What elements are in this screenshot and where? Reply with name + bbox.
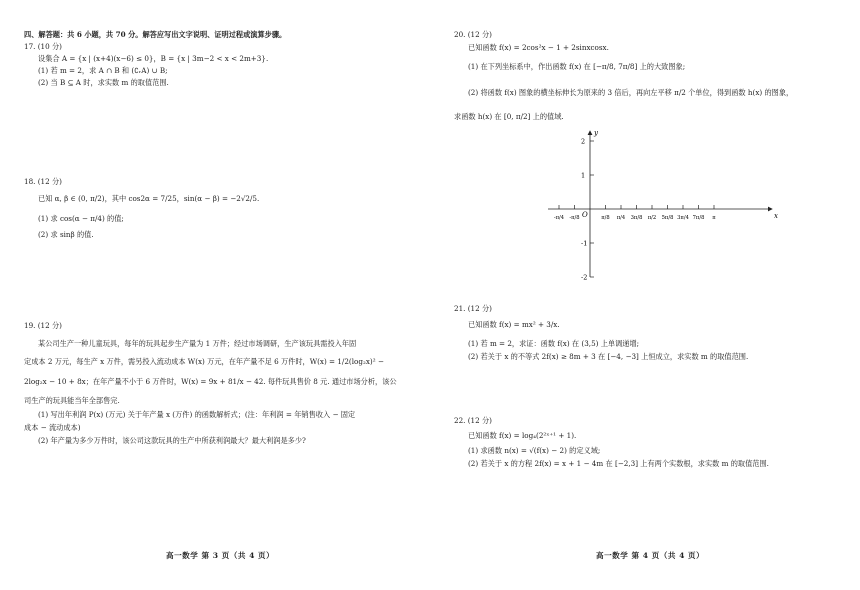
q20-part2-cont: 求函数 h(x) 在 [0, π/2] 上的值域. xyxy=(454,112,564,121)
q19-stem-line1: 某公司生产一种儿童玩具，每年的玩具起步生产量为 1 万件；经过市场调研，生产该玩具需投入年固 xyxy=(38,339,357,348)
section-header: 四、解答题：共 6 小题，共 70 分。解答应写出文字说明、证明过程或演算步骤。 xyxy=(24,30,287,39)
q22-part1: (1) 求函数 n(x) = √(f(x) − 2) 的定义域; xyxy=(468,446,601,455)
y-tick-label: 2 xyxy=(581,137,586,146)
q20-stem: 已知函数 f(x) = 2cos²x − 1 + 2sinxcosx. xyxy=(468,43,609,52)
q21-part2: (2) 若关于 x 的不等式 2f(x) ≥ 8m + 3 在 [−4, −3] 上恒成立，求实数 m 的取值范围. xyxy=(468,352,749,361)
q22-part2: (2) 若关于 x 的方程 2f(x) = x + 1 − 4m 在 [−2,3] 上有两个实数根，求实数 m 的取值范围. xyxy=(468,459,769,468)
q22-stem: 已知函数 f(x) = log₄(2²ˣ⁺¹ + 1). xyxy=(468,431,577,440)
q19-part1-cont: 成本 − 流动成本) xyxy=(24,423,81,432)
q21-part1: (1) 若 m = 2，求证：函数 f(x) 在 (3,5) 上单调递增; xyxy=(468,339,640,348)
q20-part1: (1) 在下列坐标系中，作出函数 f(x) 在 [−π/8, 7π/8] 上的大致图象; xyxy=(468,62,686,71)
q19-stem-line4: 司生产的玩具能当年全部售完. xyxy=(24,396,120,405)
q19-stem-line2: 定成本 2 万元，每生产 x 万件，需另投入流动成本 W(x) 万元，在年产量不足 6 万件时，W(x) = 1/2(log₂x)² − xyxy=(24,357,384,366)
q19-part2: (2) 年产量为多少万件时，该公司这款玩具的生产中所获利润最大？最大利润是多少? xyxy=(38,436,306,445)
y-tick-label: -1 xyxy=(581,239,588,248)
x-tick-label: 3π/4 xyxy=(677,215,689,221)
q19-stem-line3: 2log₂x − 10 + 8x；在年产量不小于 6 万件时，W(x) = 9x + 81/x − 42. 每件玩具售价 8 元. 通过市场分析，该公 xyxy=(24,377,397,386)
x-tick-label: 5π/8 xyxy=(661,215,674,221)
q17-part2: (2) 当 B ⊆ A 时，求实数 m 的取值范围. xyxy=(38,78,169,87)
origin-label: O xyxy=(582,211,588,219)
x-axis-label: x xyxy=(774,212,778,220)
page-footer: 高一数学 第 4 页（共 4 页） xyxy=(596,551,705,560)
q20-part2: (2) 将函数 f(x) 图象的横坐标伸长为原来的 3 倍后，再向左平移 π/2 个单位，得到函数 h(x) 的图象， xyxy=(468,88,794,97)
q21-title: 21. (12 分) xyxy=(454,304,492,313)
q18-title: 18. (12 分) xyxy=(24,177,62,186)
q19-title: 19. (12 分) xyxy=(24,321,62,330)
x-tick-label: π/8 xyxy=(601,215,610,221)
y-ticks xyxy=(581,138,594,282)
q18-stem: 已知 α, β ∈ (0, π/2)，其中 cos2α = 7/25，sin(α − β) = −2√2/5. xyxy=(38,194,260,203)
q20-coordinate-grid xyxy=(542,125,782,285)
exam-page-4 xyxy=(430,0,860,590)
x-tick-label: π xyxy=(712,215,716,221)
x-ticks xyxy=(554,205,716,221)
q21-stem: 已知函数 f(x) = mx² + 3/x. xyxy=(468,320,560,329)
y-axis-label: y xyxy=(594,129,598,137)
page-footer: 高一数学 第 3 页（共 4 页） xyxy=(166,551,275,560)
x-tick-label: -π/4 xyxy=(553,215,565,221)
x-tick-label: π/4 xyxy=(616,215,626,221)
x-tick-label: 3π/8 xyxy=(630,215,643,221)
q18-part2: (2) 求 sinβ 的值. xyxy=(38,230,94,239)
q22-title: 22. (12 分) xyxy=(454,416,492,425)
q17-part1: (1) 若 m = 2，求 A ∩ B 和 (∁ᵣA) ∪ B; xyxy=(38,66,168,75)
q17-title: 17. (10 分) xyxy=(24,42,62,51)
q20-title: 20. (12 分) xyxy=(454,30,492,39)
x-tick-label: 7π/8 xyxy=(692,215,705,221)
q17-stem: 设集合 A = {x | (x+4)(x−6) ≤ 0}，B = {x | 3m−2 < x < 2m+3}. xyxy=(38,54,269,63)
x-tick-label: π/2 xyxy=(647,215,657,221)
y-tick-label: 1 xyxy=(581,171,586,180)
x-tick-label: -π/8 xyxy=(569,215,580,221)
q18-part1: (1) 求 cos(α − π/4) 的值; xyxy=(38,214,124,223)
q19-part1: (1) 写出年利润 P(x) (万元) 关于年产量 x (万件) 的函数解析式；(注：年利润 = 年销售收入 − 固定 xyxy=(38,410,356,419)
y-tick-label: -2 xyxy=(581,273,588,282)
